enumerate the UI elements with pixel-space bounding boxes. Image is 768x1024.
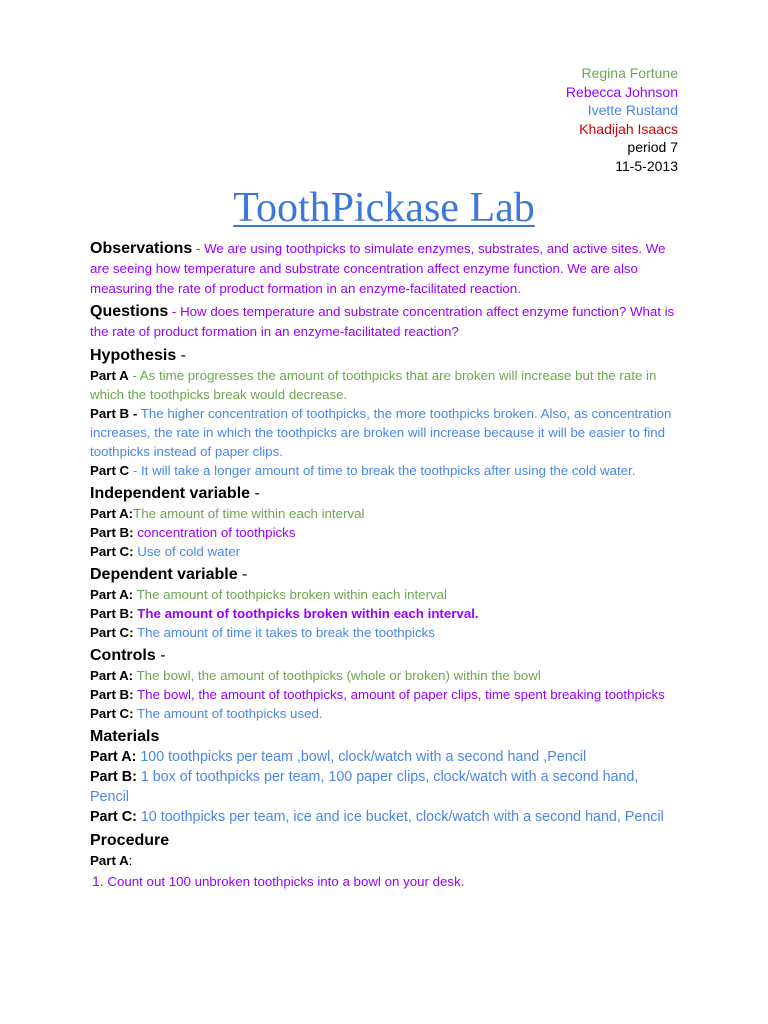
part-b-text: The higher concentration of toothpicks, the more toothpicks broken. Also, as concentration increases, the rate in which the toothpicks are broken will increase because it will be easier to find toothpicks instead of paper clips. [90, 406, 672, 459]
materials-part-b [90, 767, 680, 807]
questions-section [90, 301, 680, 342]
questions-heading: Questions [90, 303, 169, 320]
observations-separator: - [192, 241, 205, 256]
author-block [566, 64, 678, 176]
hypothesis-part-c [90, 461, 680, 480]
author-name: Khadijah Isaacs [579, 120, 678, 137]
independent-heading: Independent variable [90, 485, 251, 502]
procedure-part-a [90, 851, 680, 870]
part-c-text: The amount of time it takes to break the toothpicks [133, 625, 435, 640]
part-a-text: The bowl, the amount of toothpicks (whole or broken) within the bowl [133, 668, 541, 683]
step-number: 1. [92, 873, 104, 889]
controls-separator: - [155, 647, 166, 664]
part-c-text: 10 toothpicks per team, ice and ice bucket, clock/watch with a second hand, Pencil [136, 809, 664, 825]
part-c-label: Part C [90, 463, 130, 478]
part-a-label: Part A: [90, 749, 137, 765]
dependent-separator: - [237, 566, 248, 583]
part-c-label: Part C: [90, 544, 134, 559]
part-b-text: 1 box of toothpicks per team, 100 paper clips, clock/watch with a second hand, Pencil [90, 769, 639, 805]
materials-part-a [90, 747, 680, 767]
part-c-label: Part C: [90, 809, 137, 825]
hypothesis-separator: - [176, 347, 187, 364]
part-a-colon: : [128, 853, 133, 868]
materials-part-c [90, 807, 680, 827]
part-a-text: - As time progresses the amount of toothpicks that are broken will increase but the rate in which the toothpicks break would decrease. [90, 368, 657, 402]
observations-heading: Observations [90, 240, 193, 257]
observations-section [90, 238, 680, 299]
part-a-text: The amount of toothpicks broken within each interval [133, 587, 447, 602]
author-name: Rebecca Johnson [565, 83, 678, 100]
questions-text: How does temperature and substrate concentration affect enzyme function? What is the rate of product formation in an enzyme-facilitated reaction? [90, 304, 675, 339]
part-a-text: The amount of time within each interval [133, 506, 365, 521]
dependent-part-b [90, 604, 680, 623]
lab-body [90, 238, 680, 891]
part-b-label: Part B: [90, 525, 134, 540]
part-b-label: Part B - [90, 406, 138, 421]
part-a-label: Part A [90, 853, 129, 868]
hypothesis-part-a [90, 366, 680, 404]
controls-part-b [90, 685, 680, 704]
part-c-label: Part C: [90, 625, 134, 640]
dependent-heading: Dependent variable [90, 566, 238, 583]
questions-separator: - [168, 304, 181, 319]
dependent-part-c [90, 623, 680, 642]
controls-heading: Controls [90, 647, 156, 664]
independent-part-b [90, 523, 680, 542]
hypothesis-heading-line [90, 345, 680, 366]
materials-heading: Materials [90, 728, 160, 745]
procedure-step-1 [90, 872, 680, 891]
dependent-heading-line [90, 564, 680, 585]
controls-part-a [90, 666, 680, 685]
date: 11-5-2013 [615, 157, 678, 174]
part-b-text: concentration of toothpicks [133, 525, 296, 540]
controls-part-c [90, 704, 680, 723]
page-title: ToothPickase Lab [233, 185, 535, 231]
part-a-text: 100 toothpicks per team ,bowl, clock/watch with a second hand ,Pencil [136, 749, 587, 765]
part-c-label: Part C: [90, 706, 134, 721]
author-name: Ivette Rustand [587, 102, 678, 119]
part-b-label: Part B: [90, 606, 134, 621]
part-b-text: The bowl, the amount of toothpicks, amount of paper clips, time spent breaking toothpicks [133, 687, 665, 702]
hypothesis-heading: Hypothesis [90, 347, 177, 364]
part-b-label: Part B: [90, 687, 134, 702]
author-name: Regina Fortune [581, 65, 678, 81]
part-b-label: Part B: [90, 769, 137, 785]
part-a-label: Part A [90, 368, 129, 383]
part-a-label: Part A: [90, 506, 134, 521]
observations-text: We are using toothpicks to simulate enzymes, substrates, and active sites. We are seeing how temperature and substrate concentration affect enzyme function. We are also measuring the rate of product formation in an enzyme-facilitated reaction. [90, 241, 666, 296]
hypothesis-part-b [90, 404, 680, 461]
part-a-label: Part A: [90, 668, 134, 683]
independent-separator: - [250, 485, 260, 502]
part-c-text: Use of cold water [133, 544, 241, 559]
independent-heading-line [90, 483, 680, 504]
procedure-heading: Procedure [90, 832, 170, 849]
part-c-text: - It will take a longer amount of time to break the toothpicks after using the cold water. [129, 463, 636, 478]
step-text: Count out 100 unbroken toothpicks into a bowl on your desk. [103, 874, 465, 889]
part-b-text: The amount of toothpicks broken within each interval. [133, 606, 479, 621]
independent-part-a [90, 504, 680, 523]
part-a-label: Part A: [90, 587, 134, 602]
dependent-part-a [90, 585, 680, 604]
part-c-text: The amount of toothpicks used. [133, 706, 323, 721]
independent-part-c [90, 542, 680, 561]
controls-heading-line [90, 645, 680, 666]
class-period: period 7 [627, 139, 678, 156]
